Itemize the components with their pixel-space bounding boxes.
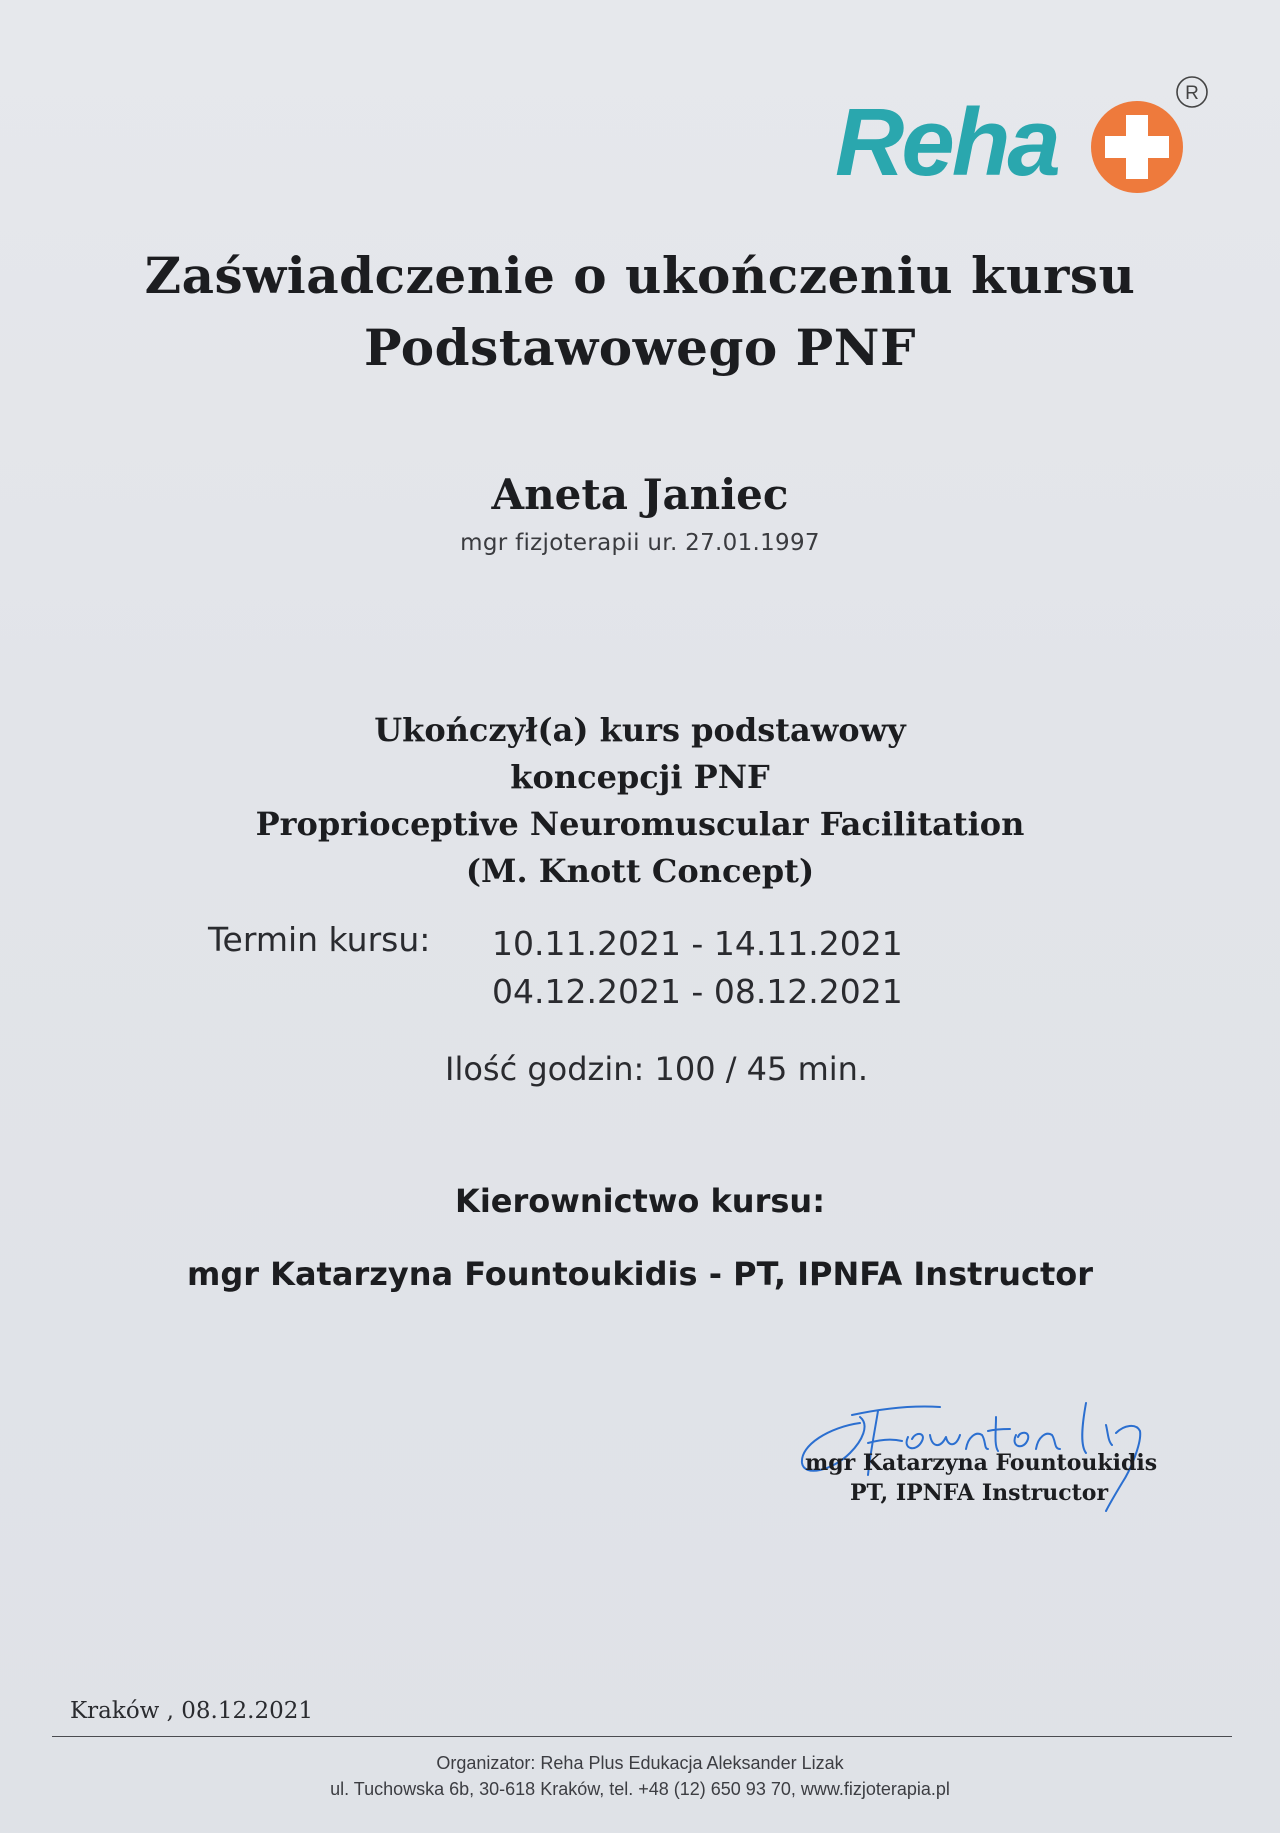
term-date-2: 04.12.2021 - 08.12.2021 — [492, 972, 903, 1011]
footer-divider — [52, 1736, 1232, 1737]
svg-text:R: R — [1185, 83, 1199, 104]
participant-name: Aneta Janiec — [491, 470, 789, 519]
place-and-date: Kraków , 08.12.2021 — [70, 1698, 313, 1724]
management-heading: Kierownictwo kursu: — [455, 1182, 825, 1220]
course-line-2: koncepcji PNF — [510, 758, 770, 796]
management-name: mgr Katarzyna Fountoukidis - PT, IPNFA Instructor — [186, 1255, 1093, 1293]
term-label: Termin kursu: — [208, 920, 431, 959]
term-dates — [492, 920, 903, 1016]
registered-trademark-icon — [1177, 77, 1207, 107]
footer-address: ul. Tuchowska 6b, 30-618 Kraków, tel. +48 (12) 650 93 70, www.fizjoterapia.pl — [330, 1779, 950, 1799]
signature-name: mgr Katarzyna Fountoukidis — [805, 1450, 1158, 1476]
title-line-2: Podstawowego PNF — [364, 318, 916, 377]
title-line-1: Zaświadczenie o ukończeniu kursu — [144, 246, 1136, 305]
term-date-1: 10.11.2021 - 14.11.2021 — [492, 924, 903, 963]
plus-circle-icon — [1091, 101, 1183, 193]
course-hours: Ilość godzin: 100 / 45 min. — [445, 1050, 869, 1088]
signature-title: PT, IPNFA Instructor — [850, 1480, 1109, 1506]
course-line-3: Proprioceptive Neuromuscular Facilitation — [255, 805, 1025, 843]
footer-organizer: Organizator: Reha Plus Edukacja Aleksander Lizak — [436, 1753, 844, 1773]
logo-graphic — [835, 70, 1215, 200]
document-title — [0, 240, 1280, 384]
participant-details: mgr fizjoterapii ur. 27.01.1997 — [460, 530, 820, 556]
reha-plus-logo — [835, 70, 1215, 200]
logo-text: Reha — [835, 89, 1058, 196]
course-line-4: (M. Knott Concept) — [465, 852, 815, 890]
course-description — [0, 707, 1280, 895]
course-line-1: Ukończył(a) kurs podstawowy — [374, 711, 906, 749]
